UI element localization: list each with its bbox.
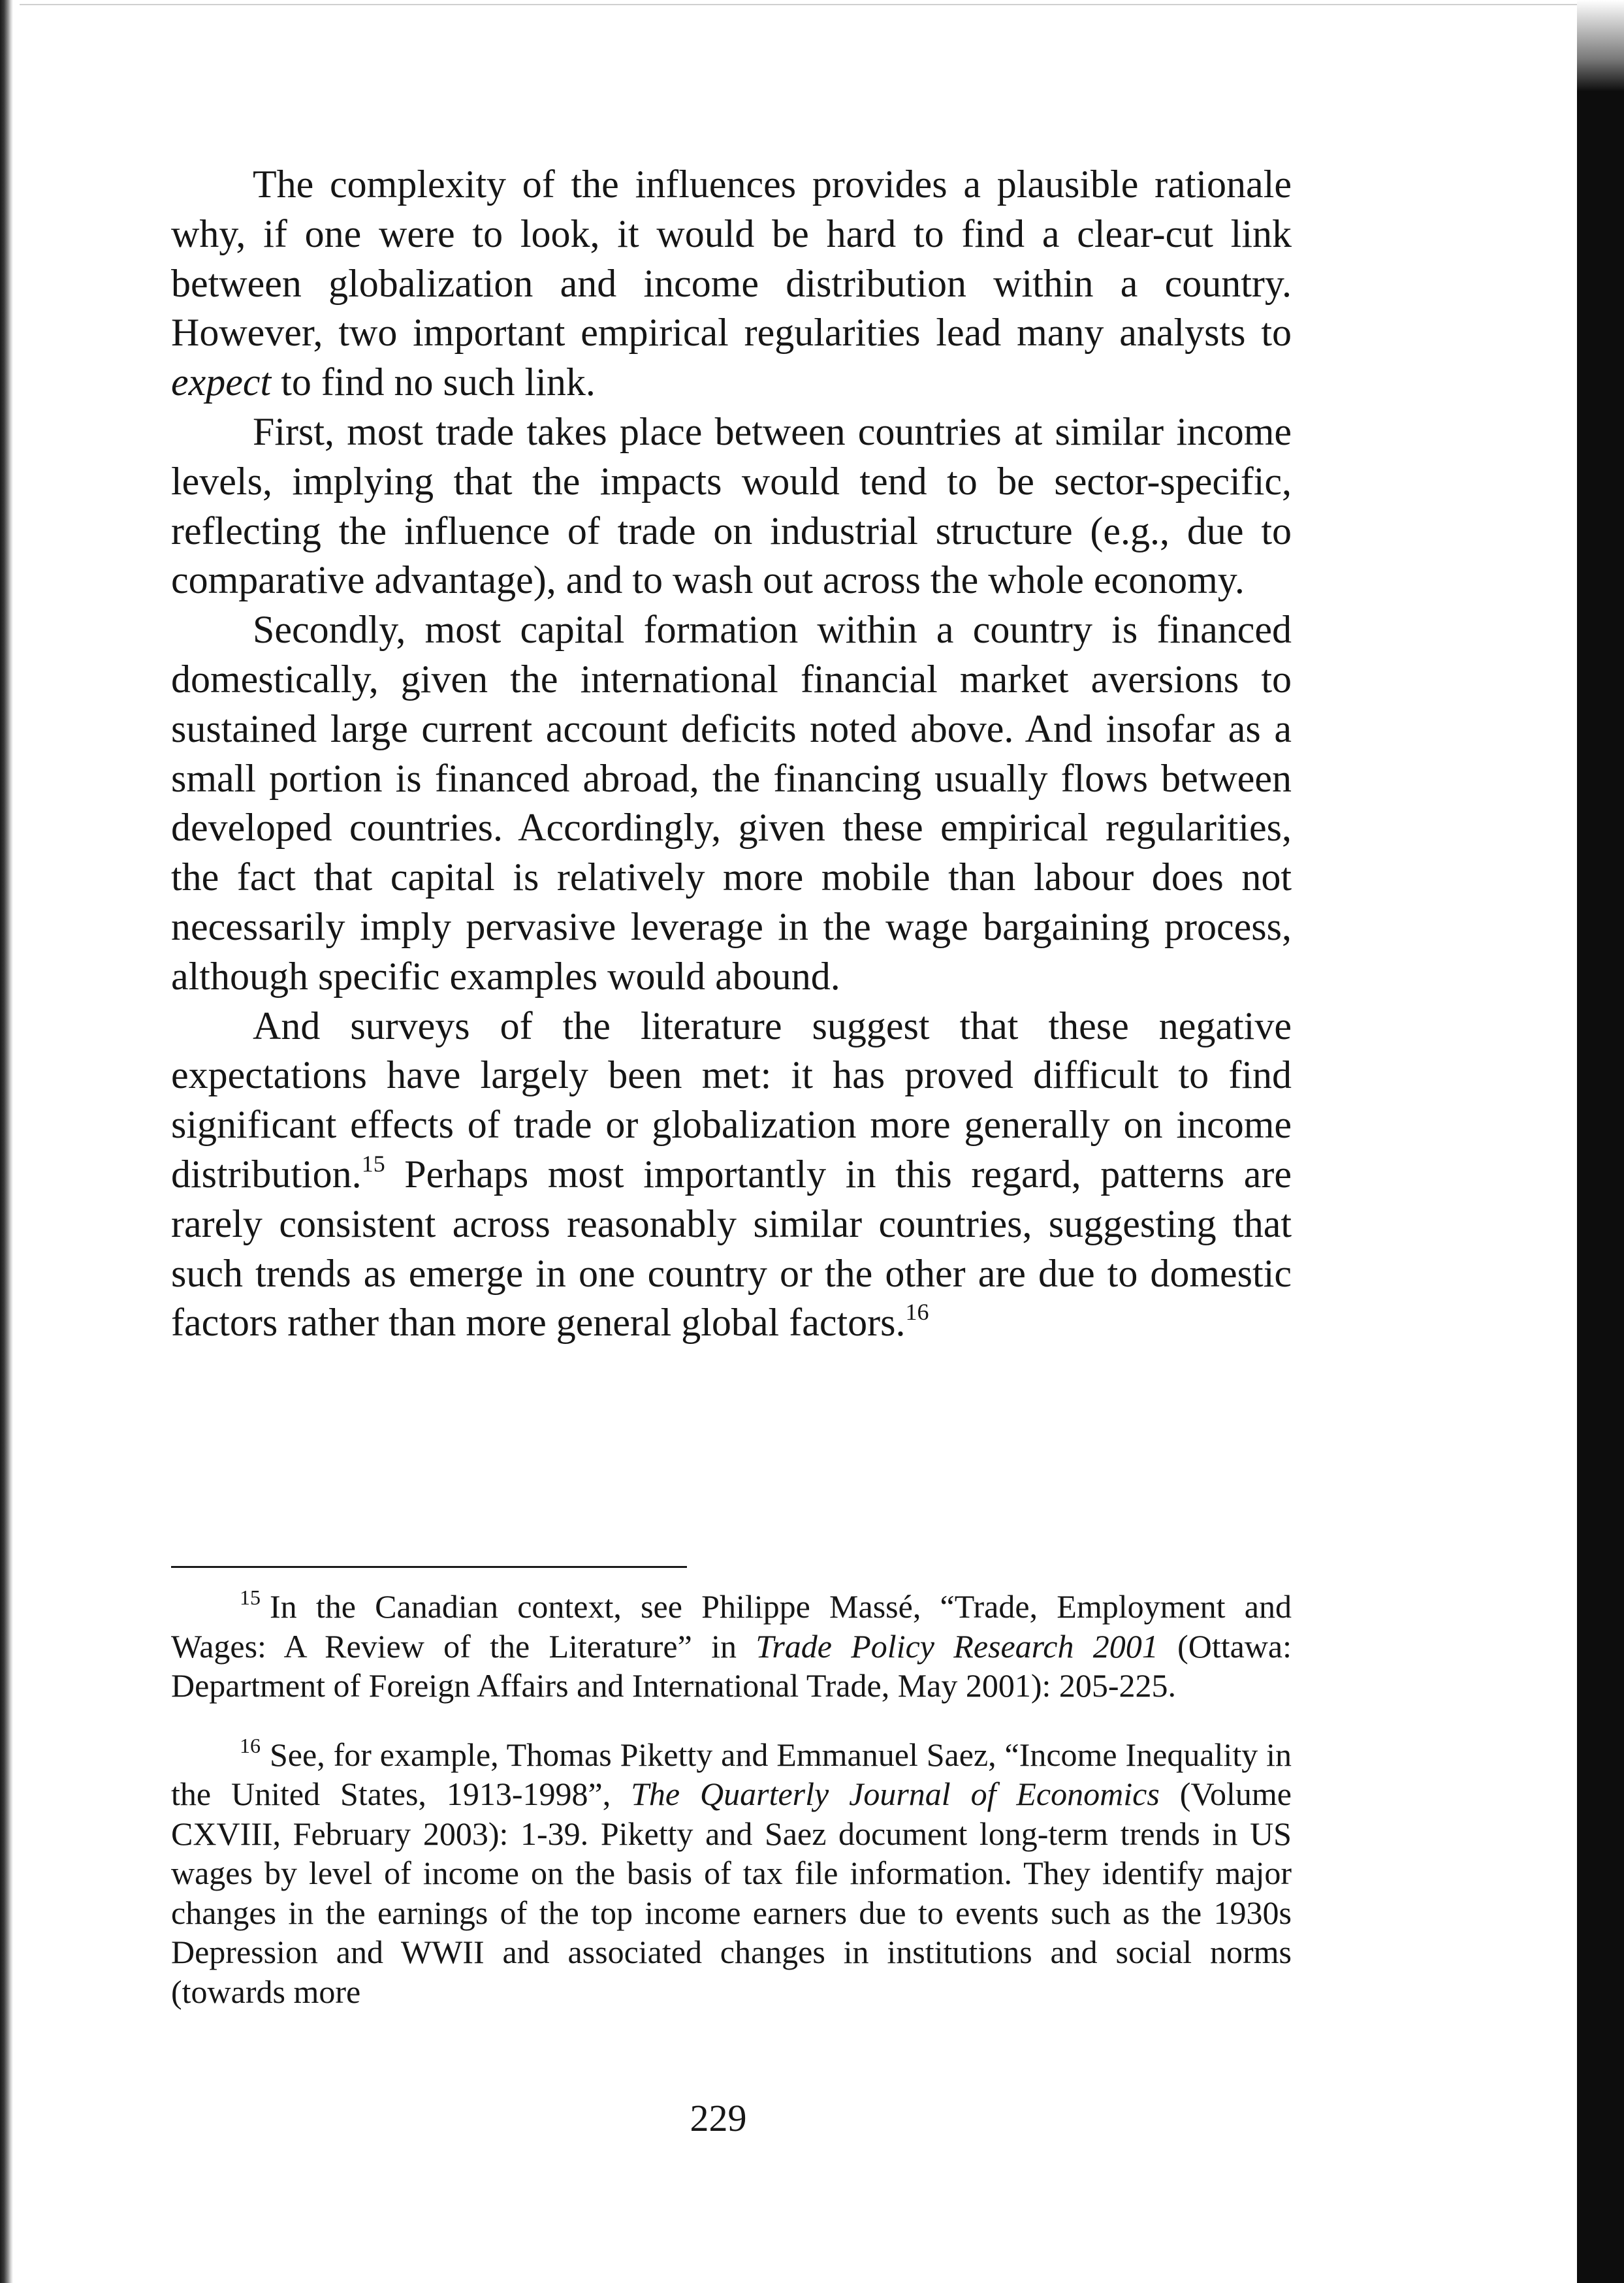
- footnotes: [171, 1587, 1292, 2011]
- body-text: [171, 160, 1292, 1348]
- paragraph-3: [171, 605, 1292, 1001]
- page-number: 229: [690, 2097, 747, 2139]
- run: In the Canadian context, see Philippe Massé, “Trade, Employment and Wages: A Review of the Literature” in: [171, 1588, 1292, 1665]
- run: (Volume CXVIII, February 2003): 1-39. Piketty and Saez document long-term trends in US wages by level of income on the basis of tax file information. They identify major changes in the earnings of the top income earners due to events such as the 1930s Depression and WWII and associated changes in institutions and social norms (towards more: [171, 1776, 1292, 2010]
- footnote-16: [171, 1735, 1292, 2012]
- run: to find no such link.: [271, 360, 596, 404]
- scan-right-edge: [1577, 91, 1624, 2283]
- paragraph-1: [171, 160, 1292, 407]
- scan-left-edge: [0, 0, 13, 2283]
- run: And surveys of the literature suggest that these negative expectations have largely been met: it has proved difficult to find significant effects of trade or globalization more generally on income distribution.: [171, 1004, 1292, 1196]
- footnote-ref-16[interactable]: 16: [905, 1299, 929, 1326]
- paragraph-2: [171, 407, 1292, 605]
- paragraph-4: [171, 1002, 1292, 1349]
- run: First, most trade takes place between countries at similar income levels, implying that the impacts would tend to be sector-specific, reflecting the influence of trade on industrial structure (e.g., due to comparative advantage), and to wash out across the whole economy.: [171, 409, 1292, 602]
- run: The complexity of the influences provides a plausible rationale why, if one were to look, it would be hard to find a clear-cut link between globalization and income distribution within a country. However, two important empirical regularities lead many analysts to: [171, 163, 1292, 355]
- footnote-mark: 15: [240, 1586, 261, 1609]
- footnote-mark: 16: [240, 1733, 261, 1757]
- footnote-15: [171, 1587, 1292, 1706]
- citation-title: The Quarterly Journal of Economics: [631, 1776, 1160, 1812]
- citation-title: Trade Policy Research 2001: [756, 1627, 1158, 1665]
- run: Secondly, most capital formation within a country is financed domestically, given the international financial market aversions to sustained large current account deficits noted above. And insofar as a small portion is financed abroad, the financing usually flows between developed countries. Accordingly, given these empirical regularities, the fact that capital is relatively more mobile than labour does not necessarily imply pervasive leverage in the wage bargaining process, although specific examples would abound.: [171, 608, 1292, 998]
- scan-right-edge-top: [1577, 0, 1624, 91]
- scan-top-edge: [20, 4, 1577, 5]
- emphasis-expect: expect: [171, 360, 272, 404]
- footnote-separator: [171, 1566, 687, 1568]
- run: See, for example, Thomas Piketty and Emmanuel Saez, “Income Inequality in the United States, 1913-1998”,: [171, 1736, 1292, 1812]
- run: Perhaps most importantly in this regard, patterns are rarely consistent across reasonably similar countries, suggesting that such trends as emerge in one country or the other are due to domestic factors rather than more general global factors.: [171, 1152, 1292, 1345]
- run: (Ottawa: Department of Foreign Affairs and International Trade, May 2001): 205-225.: [171, 1627, 1292, 1704]
- footnote-ref-15[interactable]: 15: [361, 1150, 385, 1177]
